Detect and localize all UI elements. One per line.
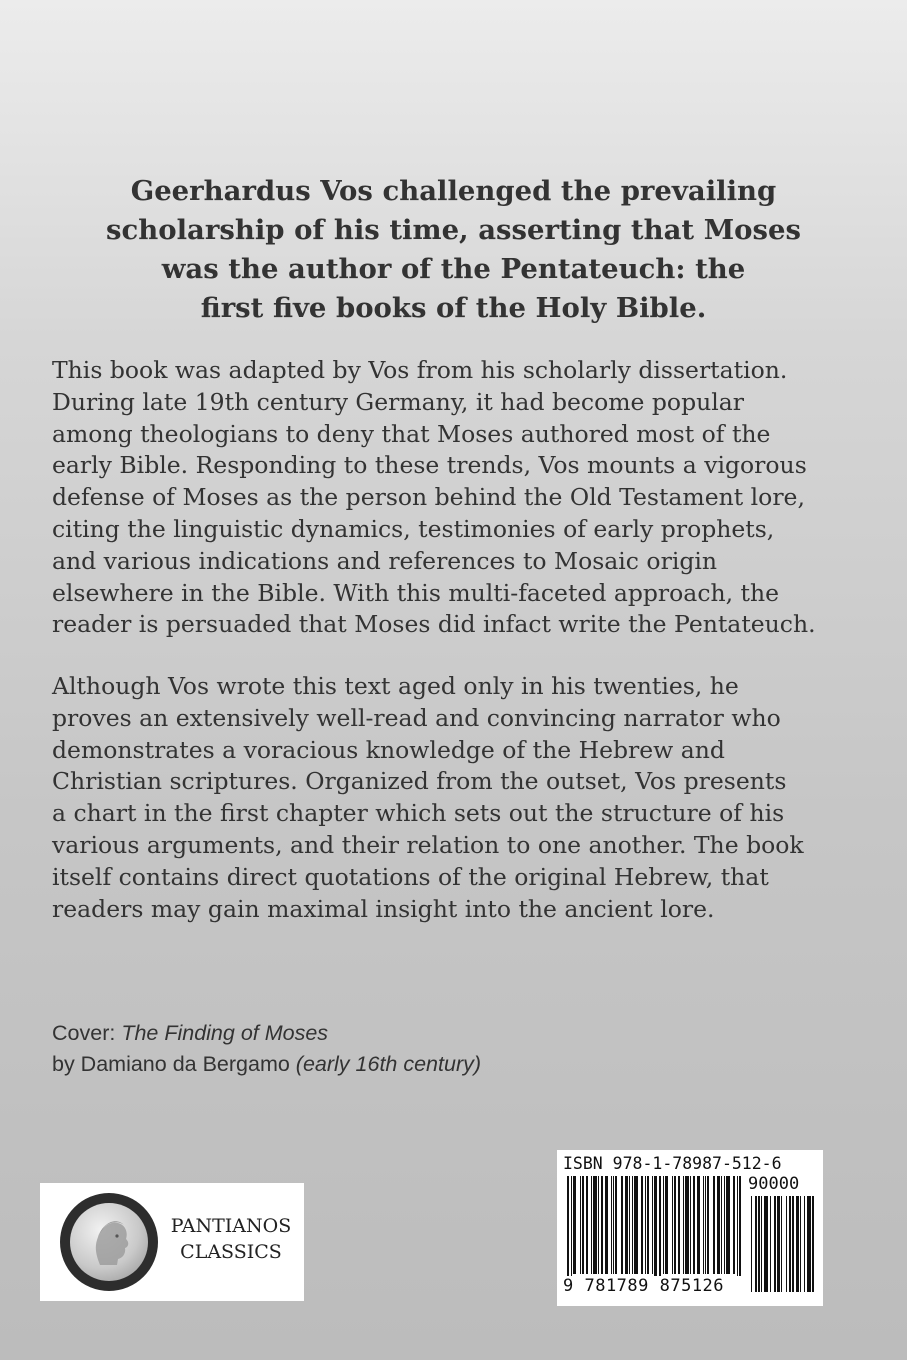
paragraph-line: elsewhere in the Bible. With this multi-faceted approach, the [52,578,780,607]
paragraph-line: demonstrates a voracious knowledge of the Hebrew and [52,735,725,764]
cover-credit-prefix: Cover: [52,1021,122,1045]
cover-credit [52,1018,481,1080]
paragraph-line: among theologians to deny that Moses authored most of the [52,419,771,448]
tagline-line: was the author of the Pentateuch: the [161,253,746,285]
paragraph-line: defense of Moses as the person behind the Old Testament lore, [52,483,805,512]
tagline-line: Geerhardus Vos challenged the prevailing [130,175,777,207]
paragraph-line: reader is persuaded that Moses did infact write the Pentateuch. [52,610,816,639]
paragraph-line: Christian scriptures. Organized from the outset, Vos presents [52,767,787,796]
barcode-addon-code: 90000 [748,1174,800,1194]
paragraph-line: readers may gain maximal insight into the ancient lore. [52,894,715,923]
paragraph-line: proves an extensively well-read and convincing narrator who [52,703,781,732]
cover-artist: by Damiano da Bergamo [52,1052,296,1076]
publisher-name [164,1213,298,1265]
portrait-silhouette [70,1203,148,1281]
description-paragraph-2 [52,671,852,925]
tagline-line: scholarship of his time, asserting that Moses [106,214,801,246]
cover-credit-line [52,1018,481,1049]
cover-artwork-date: (early 16th century) [295,1052,482,1076]
paragraph-line: itself contains direct quotations of the original Hebrew, that [52,862,769,891]
paragraph-line: a chart in the first chapter which sets out the structure of his [52,799,785,828]
paragraph-line: Although Vos wrote this text aged only in his twenties, he [52,672,739,700]
publisher-logo [40,1183,304,1301]
paragraph-line: early Bible. Responding to these trends, Vos mounts a vigorous [52,451,807,480]
coin-face [70,1203,148,1281]
cover-artist-line [52,1049,481,1080]
coin-portrait-icon [60,1193,158,1291]
paragraph-line: various arguments, and their relation to one another. The book [52,830,804,859]
isbn-barcode [557,1150,823,1306]
description-paragraph-1 [52,355,852,641]
isbn-number: ISBN 978-1-78987-512-6 [563,1154,782,1173]
cover-artwork-title: The Finding of Moses [121,1021,329,1045]
paragraph-line: and various indications and references to Mosaic origin [52,546,718,575]
back-cover-tagline [60,172,847,328]
paragraph-line: This book was adapted by Vos from his scholarly dissertation. [52,356,788,384]
paragraph-line: citing the linguistic dynamics, testimonies of early prophets, [52,514,775,543]
publisher-name-line1: PANTIANOS [170,1215,292,1237]
paragraph-line: During late 19th century Germany, it had become popular [52,387,745,416]
tagline-line: first five books of the Holy Bible. [200,292,707,324]
barcode-digits: 9 781789 875126 [561,1276,745,1296]
publisher-name-line2: CLASSICS [180,1241,282,1263]
